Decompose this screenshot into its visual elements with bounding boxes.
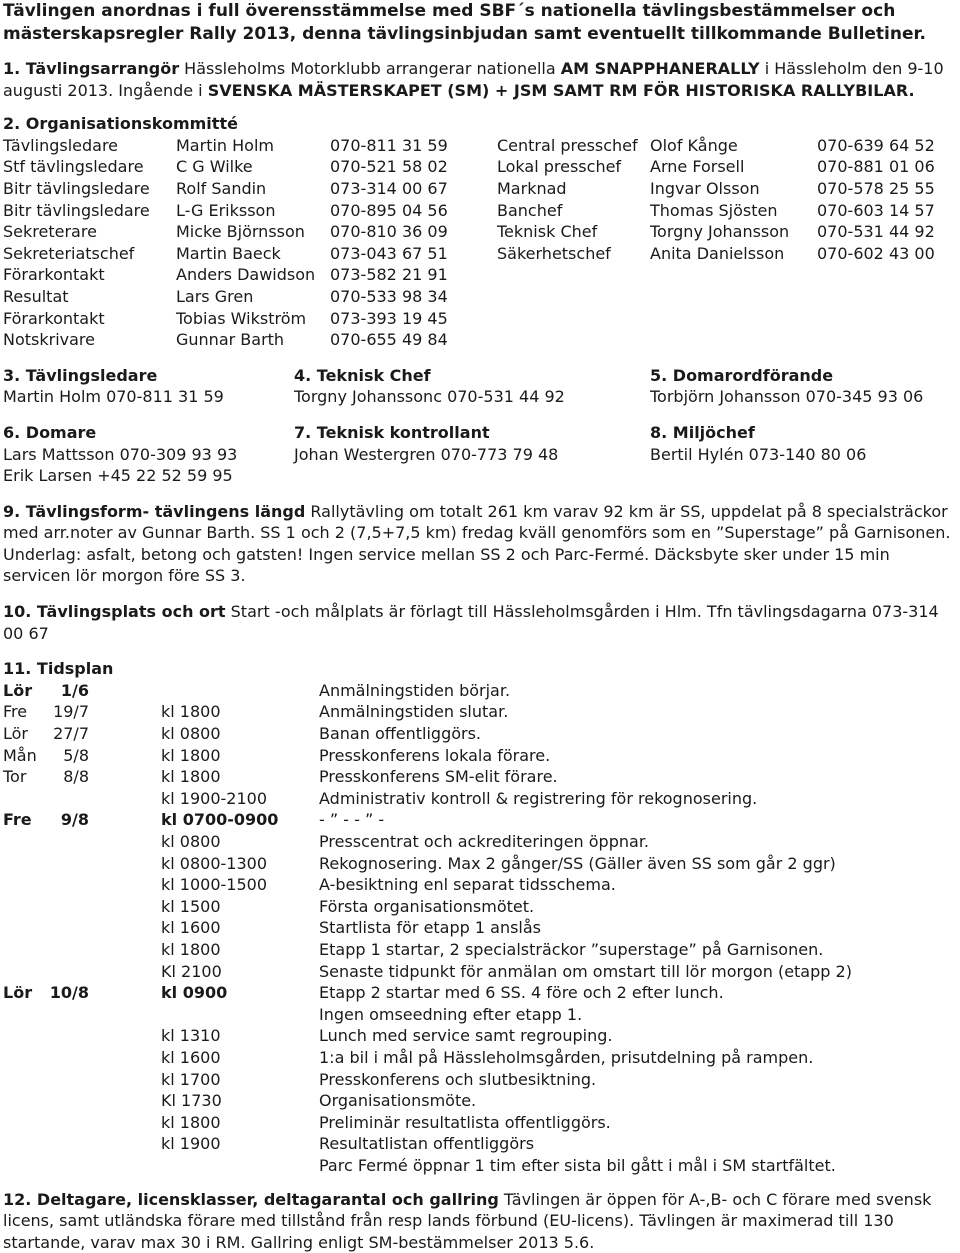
org-phone-2 — [817, 308, 957, 330]
schedule-day — [3, 1047, 43, 1069]
org-phone-2: 070-578 25 55 — [817, 178, 957, 200]
org-role-2 — [497, 286, 650, 308]
org-name: C G Wilke — [176, 156, 330, 178]
schedule-text: Etapp 2 startar med 6 SS. 4 före och 2 efter lunch. — [319, 982, 957, 1004]
schedule-date: 27/7 — [43, 723, 95, 745]
section-2-organization — [3, 113, 957, 351]
org-role-2: Lokal presschef — [497, 156, 650, 178]
org-role: Tävlingsledare — [3, 135, 176, 157]
org-name-2 — [650, 329, 817, 351]
org-phone-2 — [817, 286, 957, 308]
schedule-date — [43, 1155, 95, 1177]
schedule-gap — [95, 896, 161, 918]
schedule-time: kl 1800 — [161, 1112, 319, 1134]
org-phone: 070-895 04 56 — [330, 200, 497, 222]
schedule-date — [43, 1047, 95, 1069]
schedule-date — [43, 961, 95, 983]
schedule-gap — [95, 723, 161, 745]
org-role: Stf tävlingsledare — [3, 156, 176, 178]
schedule-text: Första organisationsmötet. — [319, 896, 957, 918]
org-name: Lars Gren — [176, 286, 330, 308]
section-9-heading: 9. Tävlingsform- tävlingens längd — [3, 502, 305, 521]
schedule-time: kl 1600 — [161, 917, 319, 939]
schedule-day — [3, 896, 43, 918]
schedule-day — [3, 1112, 43, 1134]
org-role: Resultat — [3, 286, 176, 308]
org-phone-2: 070-603 14 57 — [817, 200, 957, 222]
org-phone-2 — [817, 329, 957, 351]
schedule-gap — [95, 1133, 161, 1155]
schedule-text: Anmälningstiden slutar. — [319, 701, 957, 723]
org-role-2: Teknisk Chef — [497, 221, 650, 243]
schedule-table — [3, 680, 957, 1177]
schedule-day: Tor — [3, 766, 43, 788]
org-phone: 070-521 58 02 — [330, 156, 497, 178]
schedule-text: Ingen omseedning efter etapp 1. — [319, 1004, 957, 1026]
schedule-date — [43, 1133, 95, 1155]
schedule-time: kl 0800-1300 — [161, 853, 319, 875]
org-name-2: Arne Forsell — [650, 156, 817, 178]
org-name-2 — [650, 264, 817, 286]
schedule-gap — [95, 831, 161, 853]
schedule-gap — [95, 874, 161, 896]
schedule-time: kl 0800 — [161, 831, 319, 853]
section-7-heading: 7. Teknisk kontrollant — [294, 422, 650, 444]
section-12-participants — [3, 1189, 957, 1253]
schedule-time: kl 1800 — [161, 701, 319, 723]
schedule-text: - ” - - ” - — [319, 809, 957, 831]
schedule-day — [3, 1090, 43, 1112]
schedule-gap — [95, 939, 161, 961]
schedule-gap — [95, 701, 161, 723]
schedule-day: Fre — [3, 701, 43, 723]
schedule-gap — [95, 766, 161, 788]
schedule-day — [3, 831, 43, 853]
schedule-date: 8/8 — [43, 766, 95, 788]
section-6-value-1: Lars Mattsson 070-309 93 93 — [3, 444, 294, 466]
section-7-value: Johan Westergren 070-773 79 48 — [294, 444, 650, 466]
schedule-time: kl 1900-2100 — [161, 788, 319, 810]
schedule-date — [43, 917, 95, 939]
org-name: Tobias Wikström — [176, 308, 330, 330]
org-role-2: Banchef — [497, 200, 650, 222]
schedule-date: 5/8 — [43, 745, 95, 767]
sections-6-8 — [3, 422, 957, 487]
schedule-gap — [95, 961, 161, 983]
org-role-2 — [497, 264, 650, 286]
org-role-2 — [497, 329, 650, 351]
schedule-day — [3, 1004, 43, 1026]
schedule-text: Lunch med service samt regrouping. — [319, 1025, 957, 1047]
section-2-heading: 2. Organisationskommitté — [3, 113, 957, 135]
org-phone: 073-582 21 91 — [330, 264, 497, 286]
org-role: Sekreteriatschef — [3, 243, 176, 265]
schedule-date — [43, 1112, 95, 1134]
org-role: Notskrivare — [3, 329, 176, 351]
section-1-championship: SVENSKA MÄSTERSKAPET (SM) + JSM SAMT RM FÖR HISTORISKA RALLYBILAR. — [208, 81, 915, 100]
section-6-heading: 6. Domare — [3, 422, 294, 444]
org-phone: 070-810 36 09 — [330, 221, 497, 243]
section-11-heading: 11. Tidsplan — [3, 658, 957, 680]
section-3-heading: 3. Tävlingsledare — [3, 365, 294, 387]
schedule-text: Organisationsmöte. — [319, 1090, 957, 1112]
schedule-date: 10/8 — [43, 982, 95, 1004]
schedule-time: kl 1700 — [161, 1069, 319, 1091]
schedule-time: kl 1800 — [161, 939, 319, 961]
schedule-gap — [95, 745, 161, 767]
org-phone-2: 070-881 01 06 — [817, 156, 957, 178]
schedule-text: Anmälningstiden börjar. — [319, 680, 957, 702]
schedule-gap — [95, 1047, 161, 1069]
schedule-day: Lör — [3, 982, 43, 1004]
org-phone: 070-533 98 34 — [330, 286, 497, 308]
org-role: Sekreterare — [3, 221, 176, 243]
org-phone-2: 070-531 44 92 — [817, 221, 957, 243]
schedule-date — [43, 831, 95, 853]
section-12-text: Tävlingen är öppen för A-,B- och C förare med svensk licens, samt utländska förare med tillstånd från resp lands förbund (EU-licens). Tävlingen är maximerad till 130 startande, varav max 30 i RM. Gallring enligt SM-bestämmelser 2013 5.6. — [3, 1190, 931, 1252]
org-name: Anders Dawidson — [176, 264, 330, 286]
org-role: Förarkontakt — [3, 308, 176, 330]
schedule-text: Presskonferens SM-elit förare. — [319, 766, 957, 788]
intro-paragraph: Tävlingen anordnas i full överensstämmelse med SBF´s nationella tävlingsbestämmelser och mästerskapsregler Rally 2013, denna tävlingsinbjudan samt eventuellt tillkommande Bulletiner. — [3, 0, 957, 46]
org-phone: 073-043 67 51 — [330, 243, 497, 265]
section-6-value-2: Erik Larsen +45 22 52 59 95 — [3, 465, 294, 487]
section-9-format — [3, 501, 957, 587]
schedule-gap — [95, 1004, 161, 1026]
schedule-gap — [95, 788, 161, 810]
schedule-text: Preliminär resultatlista offentliggörs. — [319, 1112, 957, 1134]
org-role-2: Säkerhetschef — [497, 243, 650, 265]
schedule-text: Parc Fermé öppnar 1 tim efter sista bil gått i mål i SM startfältet. — [319, 1155, 957, 1177]
schedule-gap — [95, 1069, 161, 1091]
schedule-text: Startlista för etapp 1 anslås — [319, 917, 957, 939]
schedule-gap — [95, 1155, 161, 1177]
schedule-day — [3, 853, 43, 875]
schedule-day: Mån — [3, 745, 43, 767]
org-role: Bitr tävlingsledare — [3, 200, 176, 222]
schedule-day — [3, 939, 43, 961]
section-12-heading: 12. Deltagare, licensklasser, deltagarantal och gallring — [3, 1190, 499, 1209]
schedule-gap — [95, 982, 161, 1004]
schedule-text: Presscentrat och ackrediteringen öppnar. — [319, 831, 957, 853]
org-name-2: Ingvar Olsson — [650, 178, 817, 200]
schedule-gap — [95, 1090, 161, 1112]
schedule-text: Resultatlistan offentliggörs — [319, 1133, 957, 1155]
org-role: Förarkontakt — [3, 264, 176, 286]
org-phone: 070-655 49 84 — [330, 329, 497, 351]
schedule-text: Banan offentliggörs. — [319, 723, 957, 745]
org-name-2 — [650, 308, 817, 330]
section-8-value: Bertil Hylén 073-140 80 06 — [650, 444, 957, 466]
schedule-date — [43, 1090, 95, 1112]
schedule-time — [161, 1004, 319, 1026]
schedule-time: kl 1800 — [161, 766, 319, 788]
org-phone-2: 070-602 43 00 — [817, 243, 957, 265]
schedule-day — [3, 1155, 43, 1177]
org-name-2 — [650, 286, 817, 308]
schedule-time: kl 0700-0900 — [161, 809, 319, 831]
schedule-time: kl 1310 — [161, 1025, 319, 1047]
org-phone: 073-314 00 67 — [330, 178, 497, 200]
schedule-text: 1:a bil i mål på Hässleholmsgården, prisutdelning på rampen. — [319, 1047, 957, 1069]
schedule-time: kl 1500 — [161, 896, 319, 918]
schedule-day — [3, 961, 43, 983]
section-1-arranger — [3, 58, 957, 101]
schedule-date: 9/8 — [43, 809, 95, 831]
section-1-text-2: i Hässleholm den 9-10 augusti 2013. Ingående i — [3, 59, 944, 100]
schedule-date — [43, 874, 95, 896]
org-name-2: Thomas Sjösten — [650, 200, 817, 222]
section-10-text: Start -och målplats är förlagt till Hässleholmsgården i Hlm. Tfn tävlingsdagarna 073-314 00 67 — [3, 602, 939, 643]
schedule-text: Senaste tidpunkt för anmälan om omstart till lör morgon (etapp 2) — [319, 961, 957, 983]
section-1-text-1: Hässleholms Motorklubb arrangerar nationella — [179, 59, 561, 78]
schedule-date — [43, 939, 95, 961]
schedule-day — [3, 1133, 43, 1155]
schedule-time: kl 0900 — [161, 982, 319, 1004]
schedule-day — [3, 874, 43, 896]
section-4-value: Torgny Johanssonc 070-531 44 92 — [294, 386, 650, 408]
org-role-2: Central presschef — [497, 135, 650, 157]
org-name: Rolf Sandin — [176, 178, 330, 200]
schedule-time: kl 1900 — [161, 1133, 319, 1155]
section-1-heading: 1. Tävlingsarrangör — [3, 59, 179, 78]
schedule-date — [43, 1025, 95, 1047]
schedule-date — [43, 1004, 95, 1026]
schedule-gap — [95, 853, 161, 875]
section-10-venue — [3, 601, 957, 644]
schedule-text: A-besiktning enl separat tidsschema. — [319, 874, 957, 896]
section-8-heading: 8. Miljöchef — [650, 422, 957, 444]
schedule-time: kl 1000-1500 — [161, 874, 319, 896]
org-phone: 070-811 31 59 — [330, 135, 497, 157]
org-name: Martin Baeck — [176, 243, 330, 265]
schedule-time: kl 0800 — [161, 723, 319, 745]
document-page — [3, 0, 957, 1253]
org-name: L-G Eriksson — [176, 200, 330, 222]
section-1-rally-name: AM SNAPPHANERALLY — [561, 59, 760, 78]
schedule-day: Lör — [3, 680, 43, 702]
section-10-heading: 10. Tävlingsplats och ort — [3, 602, 226, 621]
section-9-text: Rallytävling om totalt 261 km varav 92 km är SS, uppdelat på 8 specialsträckor med arr.noter av Gunnar Barth. SS 1 och 2 (7,5+7,5 km) fredag kväll genomförs som en ”Superstage” på Garnisonen. Underlag: asfalt, betong och gatsten! Ingen service mellan SS 2 och Parc-Fermé. Däcksbyte sker under 15 min servicen lör morgon före SS 3. — [3, 502, 950, 586]
schedule-date — [43, 788, 95, 810]
org-name: Micke Björnsson — [176, 221, 330, 243]
org-role-2 — [497, 308, 650, 330]
schedule-text: Etapp 1 startar, 2 specialsträckor ”superstage” på Garnisonen. — [319, 939, 957, 961]
schedule-text: Rekognosering. Max 2 gånger/SS (Gäller även SS som går 2 ggr) — [319, 853, 957, 875]
org-name-2: Anita Danielsson — [650, 243, 817, 265]
schedule-text: Administrativ kontroll & registrering för rekognosering. — [319, 788, 957, 810]
schedule-time — [161, 680, 319, 702]
schedule-gap — [95, 1025, 161, 1047]
schedule-time: Kl 2100 — [161, 961, 319, 983]
schedule-day — [3, 917, 43, 939]
schedule-gap — [95, 680, 161, 702]
schedule-day — [3, 1069, 43, 1091]
org-role-2: Marknad — [497, 178, 650, 200]
org-phone-2: 070-639 64 52 — [817, 135, 957, 157]
section-5-heading: 5. Domarordförande — [650, 365, 957, 387]
schedule-day: Fre — [3, 809, 43, 831]
schedule-time: Kl 1730 — [161, 1090, 319, 1112]
org-phone-2 — [817, 264, 957, 286]
schedule-day — [3, 1025, 43, 1047]
org-name-2: Olof Kånge — [650, 135, 817, 157]
section-11-schedule — [3, 658, 957, 1176]
schedule-date — [43, 1069, 95, 1091]
org-name: Martin Holm — [176, 135, 330, 157]
section-4-heading: 4. Teknisk Chef — [294, 365, 650, 387]
schedule-time — [161, 1155, 319, 1177]
schedule-date — [43, 896, 95, 918]
schedule-time: kl 1600 — [161, 1047, 319, 1069]
schedule-gap — [95, 1112, 161, 1134]
org-name: Gunnar Barth — [176, 329, 330, 351]
schedule-gap — [95, 917, 161, 939]
schedule-text: Presskonferens och slutbesiktning. — [319, 1069, 957, 1091]
schedule-date — [43, 853, 95, 875]
section-3-value: Martin Holm 070-811 31 59 — [3, 386, 294, 408]
org-phone: 073-393 19 45 — [330, 308, 497, 330]
section-5-value: Torbjörn Johansson 070-345 93 06 — [650, 386, 957, 408]
schedule-day: Lör — [3, 723, 43, 745]
schedule-date: 1/6 — [43, 680, 95, 702]
schedule-gap — [95, 809, 161, 831]
schedule-date: 19/7 — [43, 701, 95, 723]
schedule-day — [3, 788, 43, 810]
org-role: Bitr tävlingsledare — [3, 178, 176, 200]
schedule-text: Presskonferens lokala förare. — [319, 745, 957, 767]
org-name-2: Torgny Johansson — [650, 221, 817, 243]
schedule-time: kl 1800 — [161, 745, 319, 767]
organization-table — [3, 135, 957, 351]
sections-3-5 — [3, 365, 957, 408]
